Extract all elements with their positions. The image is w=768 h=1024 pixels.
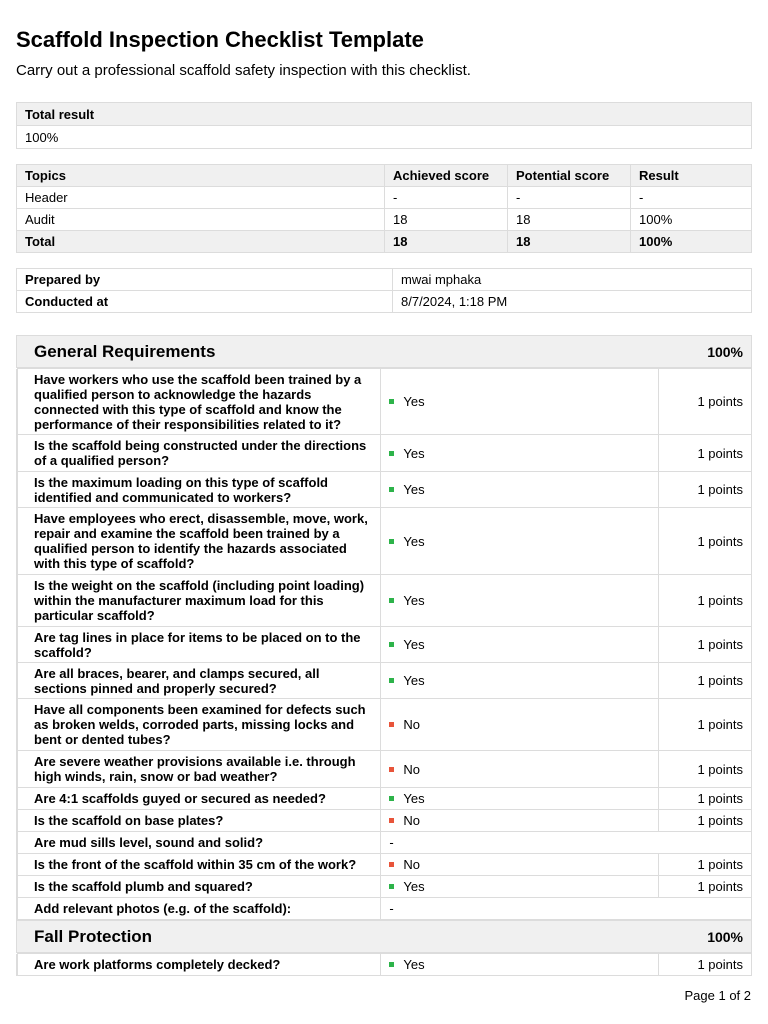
checklist-item <box>17 699 752 751</box>
item-question: Are mud sills level, sound and solid? <box>18 832 381 854</box>
checklist-item <box>17 751 752 788</box>
checklist-item <box>17 810 752 832</box>
total-cell: 100% <box>631 231 752 253</box>
item-question: Is the scaffold being constructed under the directions of a qualified person? <box>18 435 381 472</box>
prepared-by-label: Prepared by <box>17 269 393 291</box>
item-answer <box>381 832 752 854</box>
conducted-at-label: Conducted at <box>17 291 393 313</box>
item-answer <box>381 472 659 508</box>
score-header-row <box>17 165 752 187</box>
item-answer <box>381 954 659 976</box>
item-answer <box>381 810 659 832</box>
item-answer <box>381 788 659 810</box>
prepared-by-value: mwai mphaka <box>393 269 752 291</box>
checklist-item <box>17 508 752 575</box>
item-points: 1 points <box>659 788 752 810</box>
score-row <box>17 187 752 209</box>
section-score: 100% <box>707 343 743 360</box>
item-points: 1 points <box>659 472 752 508</box>
status-yes-icon <box>389 796 394 801</box>
checklist-item <box>17 627 752 663</box>
item-answer <box>381 627 659 663</box>
item-question: Are work platforms completely decked? <box>18 954 381 976</box>
total-cell: 18 <box>385 231 508 253</box>
item-question: Are tag lines in place for items to be placed on to the scaffold? <box>18 627 381 663</box>
item-answer <box>381 575 659 627</box>
item-answer-text: Yes <box>403 482 425 497</box>
score-row <box>17 209 752 231</box>
section-header <box>16 335 752 368</box>
checklist-item <box>17 876 752 898</box>
col-potential: Potential score <box>508 165 631 187</box>
item-answer-text: Yes <box>403 957 425 972</box>
status-yes-icon <box>389 884 394 889</box>
checklist-table <box>16 953 752 976</box>
status-yes-icon <box>389 678 394 683</box>
item-points: 1 points <box>659 854 752 876</box>
item-points: 1 points <box>659 954 752 976</box>
item-question: Are 4:1 scaffolds guyed or secured as needed? <box>18 788 381 810</box>
status-no-icon <box>389 818 394 823</box>
item-answer-text: - <box>389 835 394 850</box>
item-answer-text: No <box>403 857 421 872</box>
status-no-icon <box>389 722 394 727</box>
total-result-label: Total result <box>17 103 752 126</box>
item-question: Is the weight on the scaffold (including point loading) within the manufacturer maximum load for this particular scaffold? <box>18 575 381 627</box>
item-points: 1 points <box>659 508 752 575</box>
item-answer <box>381 876 659 898</box>
item-question: Have workers who use the scaffold been trained by a qualified person to acknowledge the hazards connected with this type of scaffold and know the performance of their responsibilities related to it? <box>18 369 381 435</box>
item-answer <box>381 369 659 435</box>
status-yes-icon <box>389 451 394 456</box>
section-title: Fall Protection <box>34 926 153 946</box>
total-cell: Total <box>17 231 385 253</box>
col-topics: Topics <box>17 165 385 187</box>
total-result-table <box>16 102 752 149</box>
item-points: 1 points <box>659 627 752 663</box>
item-answer <box>381 435 659 472</box>
score-summary-table <box>16 164 752 253</box>
item-answer-text: No <box>403 761 421 777</box>
checklist-item <box>17 832 752 854</box>
item-points: 1 points <box>659 575 752 627</box>
score-total-row <box>17 231 752 253</box>
item-answer-text: - <box>389 901 394 916</box>
checklist-item <box>17 575 752 627</box>
item-points: 1 points <box>659 699 752 751</box>
item-question: Is the scaffold on base plates? <box>18 810 381 832</box>
item-answer <box>381 751 659 788</box>
status-yes-icon <box>389 598 394 603</box>
item-answer <box>381 663 659 699</box>
item-answer-text: Yes <box>403 673 425 688</box>
status-yes-icon <box>389 487 394 492</box>
item-answer-text: Yes <box>403 637 425 652</box>
section-score: 100% <box>707 928 743 945</box>
item-points: 1 points <box>659 435 752 472</box>
checklist-item <box>17 369 752 435</box>
status-yes-icon <box>389 539 394 544</box>
item-answer-text: Yes <box>403 394 425 409</box>
item-points: 1 points <box>659 751 752 788</box>
status-yes-icon <box>389 642 394 647</box>
item-question: Have all components been examined for defects such as broken welds, corroded parts, missing locks and bent or dented tubes? <box>18 699 381 751</box>
item-answer-text: No <box>403 813 421 828</box>
score-cell: Audit <box>17 209 385 231</box>
item-answer <box>381 508 659 575</box>
item-answer-text: Yes <box>403 879 425 894</box>
score-cell: Header <box>17 187 385 209</box>
item-points: 1 points <box>659 663 752 699</box>
item-answer-text: Yes <box>403 445 425 461</box>
status-yes-icon <box>389 399 394 404</box>
checklist-item <box>17 954 752 976</box>
item-question: Is the scaffold plumb and squared? <box>18 876 381 898</box>
score-cell: 18 <box>385 209 508 231</box>
section-title: General Requirements <box>34 341 216 361</box>
item-answer <box>381 898 752 920</box>
checklist-item <box>17 854 752 876</box>
item-answer-text: Yes <box>403 533 425 549</box>
score-cell: 100% <box>631 209 752 231</box>
item-question: Have employees who erect, disassemble, move, work, repair and examine the scaffold been trained by a qualified person to identify the hazards associated with this type of scaffold? <box>18 508 381 575</box>
conducted-at-row <box>17 291 752 313</box>
checklist-item <box>17 788 752 810</box>
page-subtitle: Carry out a professional scaffold safety inspection with this checklist. <box>16 62 471 79</box>
checklist-table <box>16 368 752 920</box>
score-cell: - <box>631 187 752 209</box>
item-answer <box>381 854 659 876</box>
col-result: Result <box>631 165 752 187</box>
status-no-icon <box>389 862 394 867</box>
conducted-at-value: 8/7/2024, 1:18 PM <box>393 291 752 313</box>
checklist-item <box>17 435 752 472</box>
col-achieved: Achieved score <box>385 165 508 187</box>
item-answer-text: Yes <box>403 791 425 806</box>
prepared-by-row <box>17 269 752 291</box>
section-header <box>16 920 752 953</box>
item-answer-text: Yes <box>403 593 425 608</box>
total-cell: 18 <box>508 231 631 253</box>
status-yes-icon <box>389 962 394 967</box>
item-answer <box>381 699 659 751</box>
item-question: Is the front of the scaffold within 35 cm of the work? <box>18 854 381 876</box>
score-cell: - <box>508 187 631 209</box>
item-answer-text: No <box>403 717 421 732</box>
score-cell: - <box>385 187 508 209</box>
item-question: Are severe weather provisions available i.e. through high winds, rain, snow or bad weather? <box>18 751 381 788</box>
item-points: 1 points <box>659 876 752 898</box>
item-points: 1 points <box>659 810 752 832</box>
item-question: Are all braces, bearer, and clamps secured, all sections pinned and properly secured? <box>18 663 381 699</box>
item-points: 1 points <box>659 369 752 435</box>
checklist-item <box>17 472 752 508</box>
sections-container <box>16 335 752 976</box>
item-question: Add relevant photos (e.g. of the scaffold): <box>18 898 381 920</box>
item-question: Is the maximum loading on this type of scaffold identified and communicated to workers? <box>18 472 381 508</box>
score-cell: 18 <box>508 209 631 231</box>
checklist-item <box>17 663 752 699</box>
total-result-value: 100% <box>17 126 752 149</box>
status-no-icon <box>389 767 394 772</box>
page-title: Scaffold Inspection Checklist Template <box>16 27 424 52</box>
report-meta-table <box>16 268 752 313</box>
page-number: Page 1 of 2 <box>684 988 751 1003</box>
checklist-item <box>17 898 752 920</box>
